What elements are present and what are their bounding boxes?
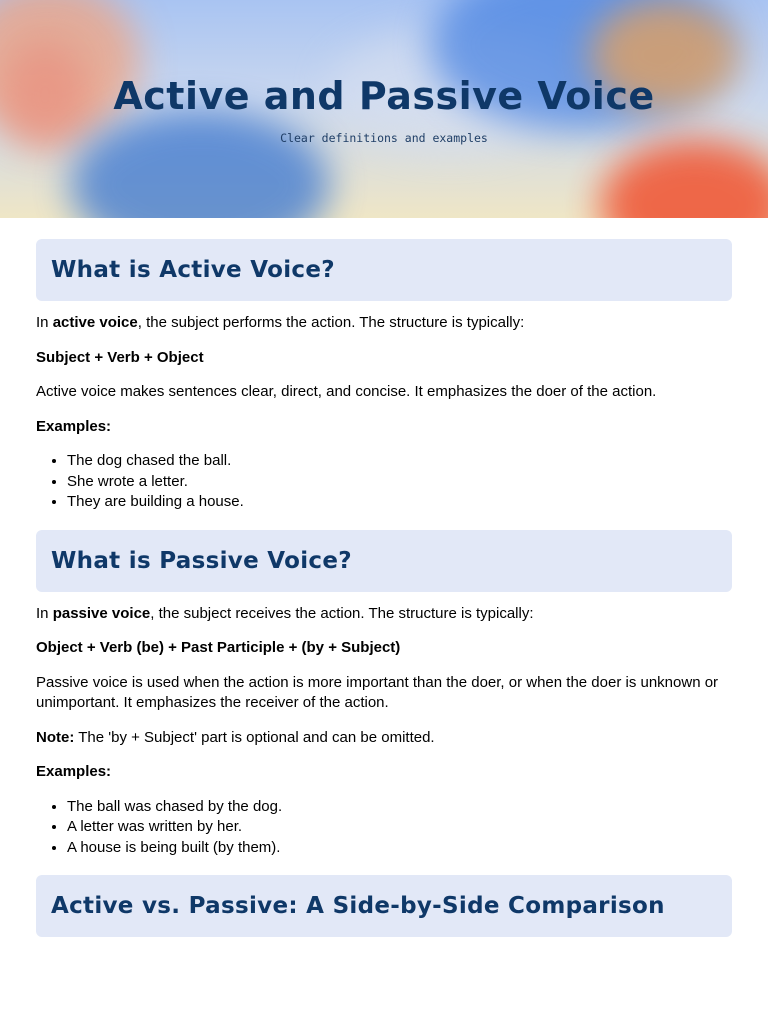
note-label: Note:	[36, 728, 75, 746]
intro-term: passive voice	[52, 604, 151, 622]
intro-text: In	[36, 314, 53, 331]
hero-banner	[0, 0, 768, 218]
active-voice-intro	[36, 313, 732, 334]
passive-voice-structure	[36, 638, 732, 659]
note-text: The 'by + Subject' part is optional and can be omitted.	[74, 728, 435, 746]
passive-examples-list	[36, 797, 732, 859]
page-title: Active and Passive Voice	[113, 74, 655, 118]
page-subtitle: Clear definitions and examples	[280, 131, 488, 145]
list-item: • They are building a house.	[67, 492, 732, 513]
active-examples-list	[36, 451, 732, 513]
passive-voice-intro	[36, 604, 732, 625]
intro-text: In	[36, 604, 53, 622]
active-voice-header	[36, 239, 732, 301]
intro-text: , the subject receives the action. The structure is typically:	[150, 604, 534, 622]
passive-voice-heading: What is Passive Voice?	[51, 547, 352, 574]
intro-text: , the subject performs the action. The structure is typically:	[137, 314, 525, 331]
examples-label: Examples:	[36, 763, 112, 780]
hero-decoration	[600, 140, 768, 218]
main-content	[0, 218, 768, 937]
list-item: • A letter was written by her.	[67, 817, 732, 838]
list-item: • She wrote a letter.	[67, 472, 732, 493]
passive-examples-label	[36, 762, 732, 783]
examples-label: Examples:	[36, 417, 112, 435]
list-item: • A house is being built (by them).	[67, 838, 732, 859]
list-item: • The dog chased the ball.	[67, 451, 732, 472]
list-item: • The ball was chased by the dog.	[67, 797, 732, 818]
active-voice-heading: What is Active Voice?	[51, 257, 335, 283]
passive-voice-header	[36, 530, 732, 592]
hero-decoration	[70, 110, 330, 218]
passive-voice-note	[36, 728, 732, 749]
passive-voice-description: Passive voice is used when the action is more important than the doer, or when the doer is unknown or unimportant. It emphasizes the receiver of the action.	[36, 673, 719, 711]
structure-formula: Object + Verb (be) + Past Participle + (by + Subject)	[36, 639, 401, 656]
active-examples-label	[36, 417, 732, 438]
structure-formula: Subject + Verb + Object	[36, 348, 204, 366]
comparison-heading: Active vs. Passive: A Side-by-Side Comparison	[51, 893, 665, 919]
intro-term: active voice	[52, 314, 138, 331]
comparison-header	[36, 875, 732, 937]
active-voice-structure	[36, 348, 732, 369]
active-voice-description: Active voice makes sentences clear, direct, and concise. It emphasizes the doer of the action.	[36, 383, 657, 400]
